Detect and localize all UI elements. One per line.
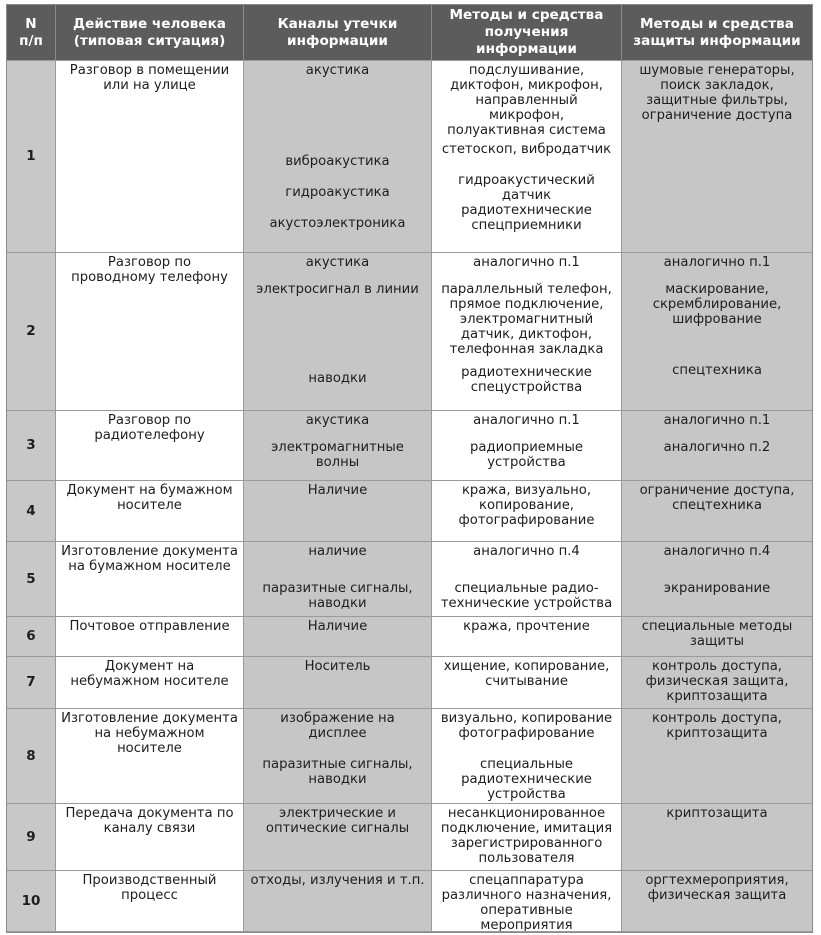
row-number: 7 — [7, 657, 56, 709]
channels-cell — [244, 657, 432, 709]
method-item: радиотехнические спецприемники — [461, 203, 592, 233]
protection-item: маскирование, скремблирование, шифрование — [652, 282, 782, 327]
protection-cell — [622, 61, 812, 253]
method-item: несанкционированное подключение, имитация зарегистрированного пользователя — [440, 806, 613, 866]
method-item: аналогично п.1 — [473, 413, 580, 428]
obtain-methods-cell — [432, 657, 622, 709]
protection-item: спецтехника — [672, 363, 762, 378]
channels-cell — [244, 61, 432, 253]
protection-item: экранирование — [663, 581, 771, 596]
method-item: стетоскоп, вибродатчик — [441, 142, 612, 157]
channels-cell — [244, 542, 432, 617]
channel-item: паразитные сигналы, наводки — [262, 757, 413, 787]
protection-item: аналогично п.4 — [663, 544, 771, 559]
channel-item: наводки — [308, 371, 367, 386]
action-cell: Почтовое отправление — [56, 617, 244, 657]
row-number: 4 — [7, 481, 56, 542]
action-cell: Документ на небумажном носителе — [56, 657, 244, 709]
method-item: подслушивание, диктофон, микрофон, направленный микрофон, полуактивная система — [447, 63, 606, 138]
action-cell: Документ на бумажном носителе — [56, 481, 244, 542]
row-number: 1 — [7, 61, 56, 253]
header-number: N п/п — [7, 5, 56, 61]
protection-item: контроль доступа, криптозащита — [652, 711, 782, 741]
obtain-methods-cell — [432, 871, 622, 932]
channel-item: Наличие — [307, 483, 368, 498]
row-number: 10 — [7, 871, 56, 932]
obtain-methods-cell — [432, 253, 622, 411]
channel-item: электросигнал в линии — [256, 282, 419, 297]
channel-item: акустика — [305, 63, 370, 78]
channels-cell — [244, 481, 432, 542]
header-channels: Каналы утечки информации — [244, 5, 432, 61]
row-number: 6 — [7, 617, 56, 657]
channels-cell — [244, 411, 432, 481]
obtain-methods-cell — [432, 542, 622, 617]
protection-item: специальные методы защиты — [641, 619, 793, 649]
channel-item: Носитель — [304, 659, 371, 674]
obtain-methods-cell — [432, 709, 622, 804]
channels-cell — [244, 253, 432, 411]
protection-cell — [622, 617, 812, 657]
header-action: Действие человека (типовая ситуация) — [56, 5, 244, 61]
channels-cell — [244, 804, 432, 871]
channel-item: акустика — [305, 413, 370, 428]
channel-item: изображение на дисплее — [280, 711, 395, 741]
method-item: аналогично п.1 — [473, 255, 580, 270]
obtain-methods-cell — [432, 804, 622, 871]
method-item: параллельный телефон, прямое подключение, электромагнитный датчик, диктофон, телефонная закладка — [441, 282, 612, 357]
row-number: 5 — [7, 542, 56, 617]
obtain-methods-cell — [432, 61, 622, 253]
channel-item: электрические и оптические сигналы — [265, 806, 410, 836]
channel-item: отходы, излучения и т.п. — [250, 873, 425, 888]
obtain-methods-cell — [432, 481, 622, 542]
channel-item: Наличие — [307, 619, 368, 634]
protection-item: шумовые генераторы, поиск закладок, защитные фильтры, ограничение доступа — [639, 63, 795, 123]
action-cell: Изготовление документа на бумажном носителе — [56, 542, 244, 617]
protection-item: аналогично п.1 — [663, 255, 771, 270]
method-item: хищение, копирование, считывание — [443, 659, 610, 689]
protection-cell — [622, 657, 812, 709]
protection-item: криптозащита — [666, 806, 768, 821]
action-cell: Разговор по проводному телефону — [56, 253, 244, 411]
header-obtain-methods: Методы и средства получения информации — [432, 5, 622, 61]
protection-item: аналогично п.2 — [663, 440, 771, 455]
method-item: специальные радиотехнические устройства — [461, 757, 592, 802]
protection-cell — [622, 411, 812, 481]
channels-cell — [244, 617, 432, 657]
method-item: кража, визуально, копирование, фотографирование — [458, 483, 595, 528]
channel-item: виброакустика — [285, 154, 390, 169]
action-cell: Передача документа по каналу связи — [56, 804, 244, 871]
channel-item: гидроакустика — [285, 185, 390, 200]
protection-item: контроль доступа, физическая защита, криптозащита — [645, 659, 789, 704]
obtain-methods-cell — [432, 411, 622, 481]
method-item: гидроакустический датчик — [458, 173, 595, 203]
row-number: 8 — [7, 709, 56, 804]
protection-item: ограничение доступа, спецтехника — [639, 483, 795, 513]
protection-cell — [622, 542, 812, 617]
channels-cell — [244, 709, 432, 804]
protection-cell — [622, 871, 812, 932]
channel-item: акустика — [305, 255, 370, 270]
method-item: специальные радио- технические устройства — [440, 581, 613, 611]
channel-item: паразитные сигналы, наводки — [262, 581, 413, 611]
method-item: аналогично п.4 — [473, 544, 580, 559]
threats-table — [6, 4, 813, 933]
protection-cell — [622, 804, 812, 871]
action-cell: Изготовление документа на небумажном носителе — [56, 709, 244, 804]
protection-item: оргтехмероприятия, физическая защита — [645, 873, 789, 903]
protection-cell — [622, 709, 812, 804]
channel-item: акустоэлектроника — [269, 216, 406, 231]
protection-cell — [622, 253, 812, 411]
channel-item: наличие — [308, 544, 367, 559]
protection-item: аналогично п.1 — [663, 413, 771, 428]
method-item: радиоприемные устройства — [470, 440, 583, 470]
method-item: радиотехнические спецустройства — [461, 365, 592, 395]
action-cell: Производственный процесс — [56, 871, 244, 932]
row-number: 9 — [7, 804, 56, 871]
channel-item: электромагнитные волны — [271, 440, 404, 470]
obtain-methods-cell — [432, 617, 622, 657]
row-number: 3 — [7, 411, 56, 481]
method-item: спецаппаратура различного назначения, оперативные мероприятия — [441, 873, 612, 932]
channels-cell — [244, 871, 432, 932]
action-cell: Разговор в помещении или на улице — [56, 61, 244, 253]
protection-cell — [622, 481, 812, 542]
method-item: визуально, копирование фотографирование — [440, 711, 613, 741]
row-number: 2 — [7, 253, 56, 411]
method-item: кража, прочтение — [463, 619, 590, 634]
header-protection-methods: Методы и средства защиты информации — [622, 5, 812, 61]
action-cell: Разговор по радиотелефону — [56, 411, 244, 481]
